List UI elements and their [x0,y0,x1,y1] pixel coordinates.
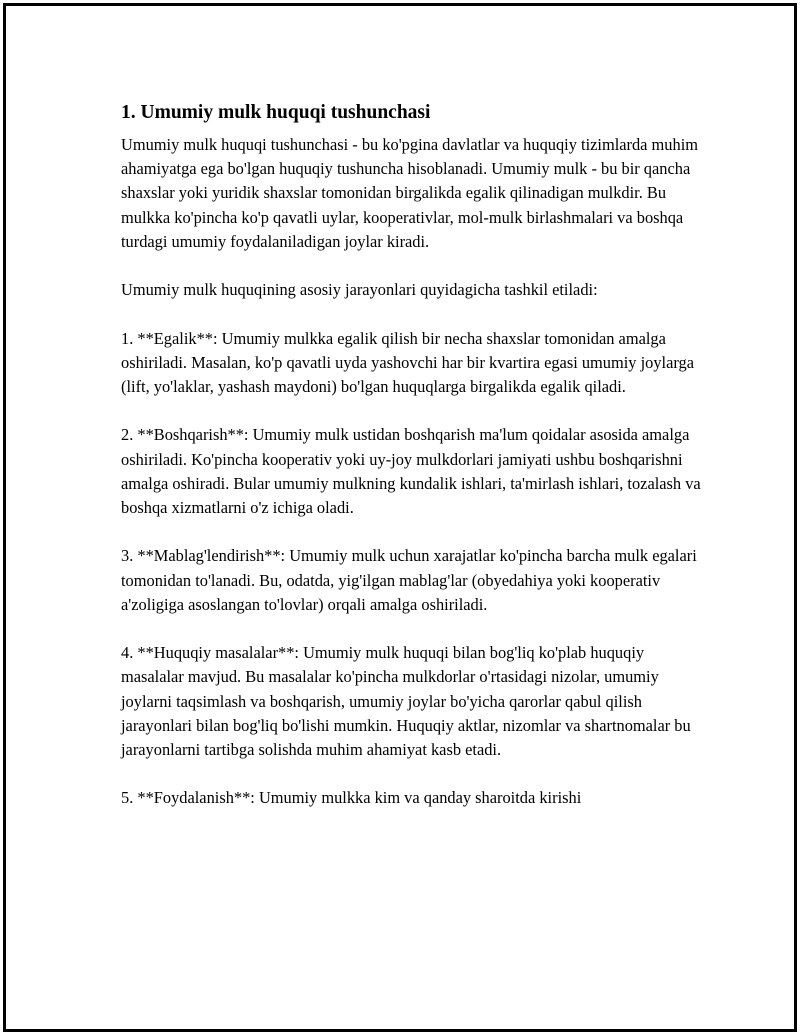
list-item-management: 2. **Boshqarish**: Umumiy mulk ustidan boshqarish ma'lum qoidalar asosida amalga oshiriladi. Ko'pincha kooperativ yoki uy-joy mulkdorlari jamiyati ushbu boshqarishni amalga oshiradi. Bular umumiy mulkning kundalik ishlari, ta'mirlash ishlari, tozalash va boshqa xizmatlarni o'z ichiga oladi. [121,425,701,517]
list-item-ownership: 1. **Egalik**: Umumiy mulkka egalik qilish bir necha shaxslar tomonidan amalga oshiriladi. Masalan, ko'p qavatli uyda yashovchi har bir kvartira egasi umumiy joylarga (lift, yo'laklar, yashash maydoni) bo'lgan huquqlarga birgalikda egalik qiladi. [121,328,694,396]
process-lead-paragraph: Umumiy mulk huquqining asosiy jarayonlari quyidagicha tashkil etiladi: [121,280,598,300]
list-item-legal-issues: 4. **Huquqiy masalalar**: Umumiy mulk huquqi bilan bog'liq ko'plab huquqiy masalalar mavjud. Bu masalalar ko'pincha mulkdorlar o'rtasidagi nizolar, umumiy joylarni taqsimlash va boshqarish, umumiy joylar bo'yicha qarorlar qabul qilish jarayonlari bilan bog'liq bo'lishi mumkin. Huquqiy aktlar, nizomlar va shartnomalar bu jarayonlarni tartibga solishda muhim ahamiyat kasb etadi. [121,643,691,759]
list-item-financing: 3. **Mablag'lendirish**: Umumiy mulk uchun xarajatlar ko'pincha barcha mulk egalari tomonidan to'lanadi. Bu, odatda, yig'ilgan mablag'lar (obyedahiya yoki kooperativ a'zoligiga asoslangan to'lovlar) orqali amalga oshiriladi. [121,546,697,614]
page-frame [3,3,797,1032]
document-title: 1. Umumiy mulk huquqi tushunchasi [121,102,431,123]
document-body [121,99,701,835]
list-item-usage: 5. **Foydalanish**: Umumiy mulkka kim va qanday sharoitda kirishi [121,788,582,808]
intro-paragraph: Umumiy mulk huquqi tushunchasi - bu ko'pgina davlatlar va huquqiy tizimlarda muhim ahamiyatga ega bo'lgan huquqiy tushuncha hisoblanadi. Umumiy mulk - bu bir qancha shaxslar yoki yuridik shaxslar tomonidan birgalikda egalik qilinadigan mulkdir. Bu mulkka ko'pincha ko'p qavatli uylar, kooperativlar, mol-mulk birlashmalari va boshqa turdagi umumiy foydalaniladigan joylar kiradi. [121,135,698,251]
